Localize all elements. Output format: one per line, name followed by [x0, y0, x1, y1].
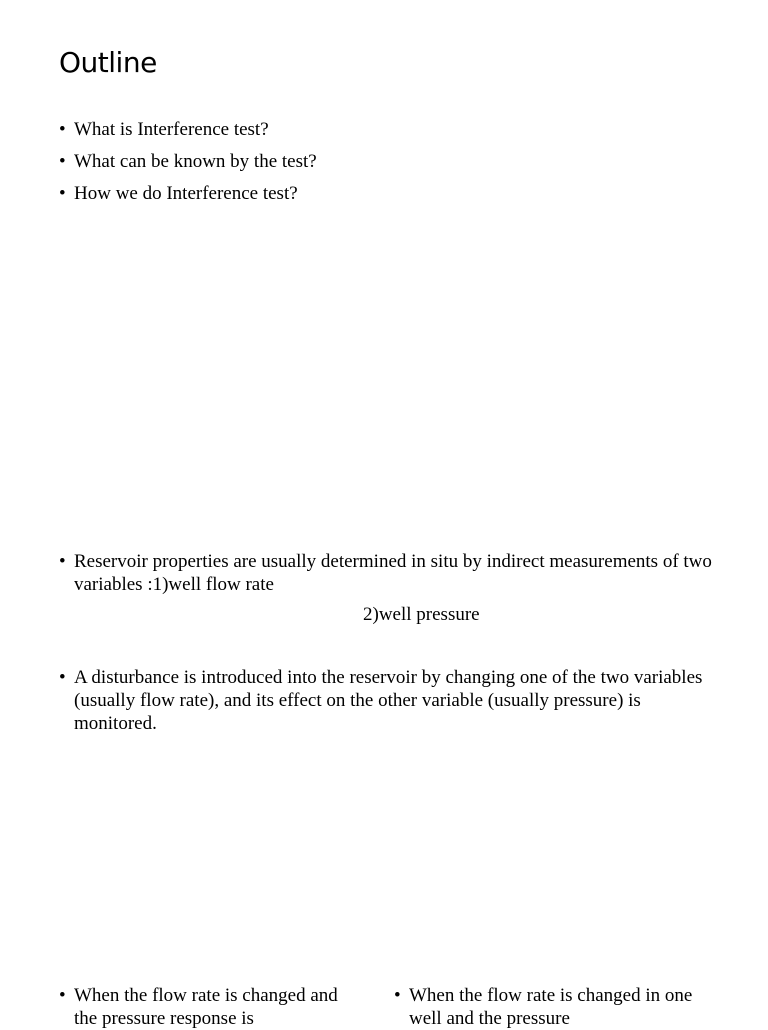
- outline-item: • What is Interference test?: [59, 118, 317, 141]
- outline-list: [59, 118, 317, 214]
- outline-item: • How we do Interference test?: [59, 182, 317, 205]
- right-column-list: [394, 984, 714, 1030]
- left-column-bullet: • When the flow rate is changed and the pressure response is: [59, 984, 359, 1030]
- reservoir-properties-bullet: [59, 550, 719, 626]
- slide-title: Outline: [59, 46, 157, 79]
- body-bullet-list: [59, 550, 719, 735]
- reservoir-properties-text: Reservoir properties are usually determined in situ by indirect measurements of two variables :1)well flow rate: [74, 551, 712, 595]
- right-column-bullet: • When the flow rate is changed in one well and the pressure: [394, 984, 714, 1030]
- left-column-list: [59, 984, 359, 1030]
- disturbance-bullet: • A disturbance is introduced into the reservoir by changing one of the two variables (usually flow rate), and its effect on the other variable (usually pressure) is monitored.: [59, 666, 719, 735]
- outline-item: • What can be known by the test?: [59, 150, 317, 173]
- well-pressure-line: 2)well pressure: [363, 604, 480, 625]
